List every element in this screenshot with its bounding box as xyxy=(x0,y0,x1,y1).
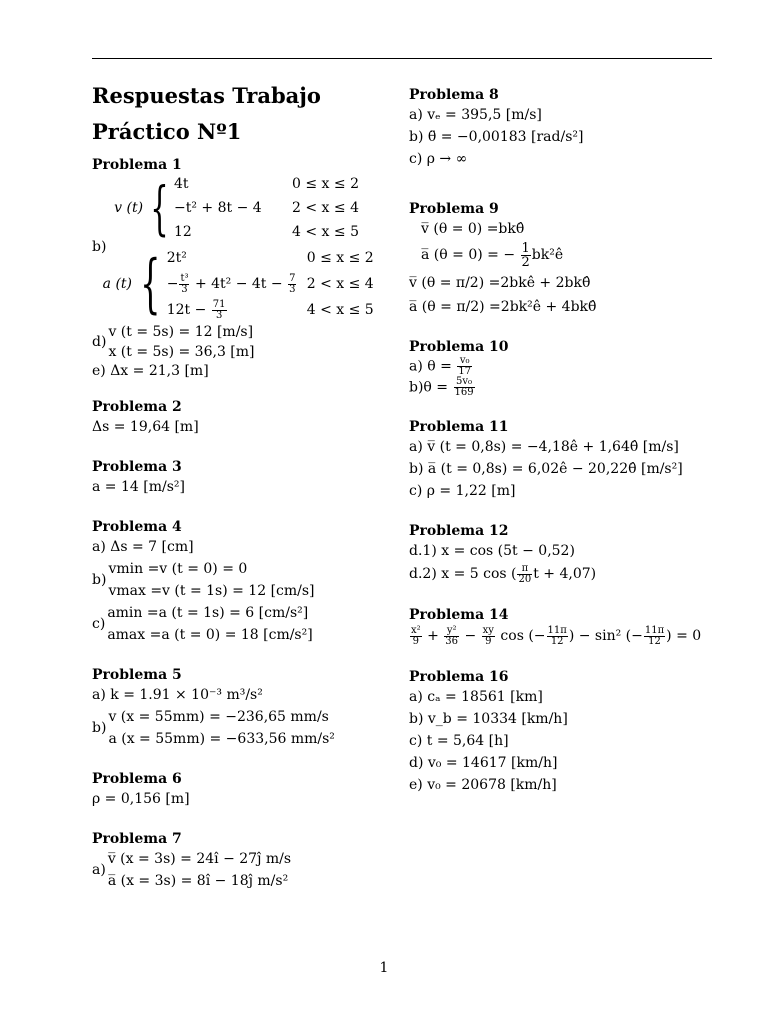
left-column xyxy=(92,78,392,912)
numerator: v₀ xyxy=(457,356,472,367)
case-row xyxy=(174,196,392,220)
v-cases xyxy=(174,172,392,244)
denominator: 169 xyxy=(454,387,474,398)
problem-5 xyxy=(92,666,392,750)
numerator: 11π xyxy=(644,624,665,636)
expr-part: bk²ê xyxy=(531,247,564,263)
expr-part: ) = 0 xyxy=(666,628,702,644)
operator: + xyxy=(427,628,439,644)
fraction xyxy=(457,356,472,377)
denominator: 17 xyxy=(458,366,472,377)
fraction xyxy=(179,274,189,295)
case-expr: 2t² xyxy=(166,250,187,266)
left-brace-icon: { xyxy=(140,247,161,321)
denominator: 20 xyxy=(518,573,532,585)
denominator: 12 xyxy=(550,635,564,647)
answer-line: d.1) x = cos (5t − 0,52) xyxy=(409,543,575,559)
operator: − xyxy=(464,628,477,644)
answer-line: v̅ (θ = 0) =bkθ̂ xyxy=(421,221,525,237)
numerator: 7 xyxy=(289,272,296,284)
expr-part: cos (− xyxy=(500,628,546,644)
b-label: b) xyxy=(92,239,107,255)
case-cond: 0 ≤ x ≤ 2 xyxy=(292,176,359,192)
fraction xyxy=(444,626,459,647)
problem-8 xyxy=(409,86,714,170)
denominator: 3 xyxy=(289,283,296,295)
problem-4 xyxy=(92,518,392,646)
case-row xyxy=(167,270,387,298)
expr-part: − xyxy=(166,276,179,292)
denominator: 9 xyxy=(485,635,492,647)
b-group xyxy=(92,706,392,750)
a-lhs: a (t) xyxy=(102,276,132,292)
page-number: 1 xyxy=(379,960,389,976)
case-cond: 2 < x ≤ 4 xyxy=(306,276,374,292)
answer-line xyxy=(409,356,714,377)
numerator: 71 xyxy=(212,298,226,310)
answer-line: v̅ (θ = π/2) =2bkê + 2bkθ̂ xyxy=(409,275,591,291)
case-row xyxy=(167,246,387,270)
answer-line: c) ρ → ∞ xyxy=(409,151,468,167)
problem-heading: Problema 3 xyxy=(92,459,182,475)
problem-heading: Problema 6 xyxy=(92,771,182,787)
problem-heading: Problema 8 xyxy=(409,87,499,103)
e-line: e) Δx = 21,3 [m] xyxy=(92,363,209,379)
problem-heading: Problema 7 xyxy=(92,831,182,847)
v-piecewise xyxy=(92,172,392,244)
expr-part: a) θ = xyxy=(409,358,452,375)
numerator: π xyxy=(517,564,532,575)
answer-line: a) Δs = 7 [cm] xyxy=(92,539,194,555)
answer-line xyxy=(409,624,714,648)
fraction xyxy=(517,564,532,585)
expr-part: d.2) x = 5 cos ( xyxy=(409,566,517,582)
numerator: x² xyxy=(411,624,421,636)
a-piecewise xyxy=(92,246,392,322)
answer-line: a̅ (θ = π/2) =2bk²ê + 4bkθ̂ xyxy=(409,299,597,315)
answer-line: a) vₑ = 395,5 [m/s] xyxy=(409,107,542,123)
a-cases xyxy=(167,246,387,322)
problem-heading: Problema 9 xyxy=(409,201,499,217)
numerator: 11π xyxy=(547,624,567,636)
c-line-2: amax =a (t = 0) = 18 [cm/s²] xyxy=(107,627,313,643)
problem-3 xyxy=(92,458,392,498)
right-column xyxy=(409,86,714,816)
c-group xyxy=(92,602,392,646)
expr-part: 12t − xyxy=(166,302,207,318)
answer-line: d) v₀ = 14617 [km/h] xyxy=(409,755,558,771)
page-title: Respuestas Trabajo Práctico Nº1 xyxy=(92,83,321,144)
problem-14 xyxy=(409,606,714,648)
problem-heading: Problema 5 xyxy=(92,667,182,683)
a-line-1: v̅ (x = 3s) = 24î − 27ĵ m/s xyxy=(107,851,292,867)
case-cond: 4 < x ≤ 5 xyxy=(306,302,374,318)
expr-part: a̅ (θ = 0) = − xyxy=(421,247,516,263)
b-group xyxy=(92,558,392,602)
case-expr xyxy=(167,270,307,298)
case-cond: 2 < x ≤ 4 xyxy=(292,200,359,216)
d-line-2: x (t = 5s) = 36,3 [m] xyxy=(108,344,255,360)
v-lhs: v (t) xyxy=(114,200,144,216)
problem-16 xyxy=(409,668,714,796)
problem-heading: Problema 12 xyxy=(409,523,509,539)
numerator: t³ xyxy=(180,272,189,284)
case-row xyxy=(167,298,387,322)
b-line-2: a (x = 55mm) = −633,56 mm/s² xyxy=(108,731,335,747)
d-group xyxy=(92,322,392,362)
answer-line: e) v₀ = 20678 [km/h] xyxy=(409,777,557,793)
answer-line: a) cₐ = 18561 [km] xyxy=(409,689,543,705)
problem-heading: Problema 1 xyxy=(92,157,182,173)
case-expr xyxy=(167,298,307,322)
answer-line: a) k = 1.91 × 10⁻³ m³/s² xyxy=(92,687,263,703)
b-line-1: v (x = 55mm) = −236,65 mm/s xyxy=(108,709,329,725)
numerator: y² xyxy=(444,626,459,637)
expr-part: ) − sin² (− xyxy=(568,628,643,644)
fraction xyxy=(288,274,296,295)
problem-heading: Problema 11 xyxy=(409,419,509,435)
problem-6 xyxy=(92,770,392,810)
answer-line: b) a̅ (t = 0,8s) = 6,02ê − 20,22θ̂ [m/s²] xyxy=(409,461,683,477)
problem-9 xyxy=(409,200,714,318)
expr-part: + 4t² − 4t − xyxy=(194,276,283,292)
case-cond: 0 ≤ x ≤ 2 xyxy=(306,250,374,266)
case-expr: −t² + 8t − 4 xyxy=(174,200,262,216)
answer-line: b) θ̈ = −0,00183 [rad/s²] xyxy=(409,129,584,145)
problem-11 xyxy=(409,418,714,502)
answer-line: ρ = 0,156 [m] xyxy=(92,791,190,807)
a-label: a) xyxy=(92,862,106,878)
answer-line: c) t = 5,64 [h] xyxy=(409,733,509,749)
denominator: 3 xyxy=(181,283,188,295)
problem-heading: Problema 2 xyxy=(92,399,182,415)
case-expr: 4t xyxy=(174,176,189,192)
problem-heading: Problema 16 xyxy=(409,669,509,685)
answer-line xyxy=(409,562,714,586)
numerator: xy xyxy=(482,624,494,636)
d-label: d) xyxy=(92,334,107,350)
fraction xyxy=(644,626,665,647)
problem-12 xyxy=(409,522,714,586)
problem-heading: Problema 10 xyxy=(409,339,509,355)
answer-line: a) v̅ (t = 0,8s) = −4,18ê + 1,64θ̂ [m/s] xyxy=(409,439,679,455)
problem-2 xyxy=(92,398,392,438)
b-line-2: vmax =v (t = 1s) = 12 [cm/s] xyxy=(108,583,315,599)
numerator: 5v₀ xyxy=(454,377,475,388)
d-line-1: v (t = 5s) = 12 [m/s] xyxy=(108,324,254,340)
answer-line: a = 14 [m/s²] xyxy=(92,479,185,495)
answer-line: c) ρ = 1,22 [m] xyxy=(409,483,516,499)
a-group xyxy=(92,848,392,892)
problem-1 xyxy=(92,156,392,380)
fraction xyxy=(521,242,531,269)
case-cond: 4 < x ≤ 5 xyxy=(292,224,359,240)
case-row xyxy=(174,220,392,244)
denominator: 12 xyxy=(648,635,661,647)
expr-part: t + 4,07) xyxy=(533,566,597,582)
answer-line xyxy=(409,377,714,398)
answer-line: Δs = 19,64 [m] xyxy=(92,419,199,435)
denominator: 36 xyxy=(445,635,459,647)
denominator: 9 xyxy=(412,635,420,647)
numerator: 1 xyxy=(521,240,530,256)
b-label: b) xyxy=(92,572,107,588)
case-expr: 12 xyxy=(174,224,192,240)
fraction xyxy=(482,626,495,647)
answer-line: b) v_b = 10334 [km/h] xyxy=(409,711,568,727)
problem-heading: Problema 4 xyxy=(92,519,182,535)
fraction xyxy=(212,300,227,321)
top-rule xyxy=(92,58,712,59)
answer-line xyxy=(409,240,714,270)
b-line-1: vmin =v (t = 0) = 0 xyxy=(108,561,248,577)
case-row xyxy=(174,172,392,196)
denominator: 3 xyxy=(215,309,223,321)
problem-heading: Problema 14 xyxy=(409,607,509,623)
expr-part: b)θ = xyxy=(409,379,449,396)
problem-10 xyxy=(409,338,714,398)
problem-7 xyxy=(92,830,392,892)
fraction xyxy=(454,377,475,398)
fraction xyxy=(410,626,422,647)
a-line-2: a̅ (x = 3s) = 8î − 18ĵ m/s² xyxy=(107,873,289,889)
left-brace-icon: { xyxy=(150,174,169,242)
c-label: c) xyxy=(92,616,106,632)
fraction xyxy=(547,626,568,647)
b-label: b) xyxy=(92,720,107,736)
c-line-1: amin =a (t = 1s) = 6 [cm/s²] xyxy=(107,605,309,621)
denominator: 2 xyxy=(521,254,530,270)
